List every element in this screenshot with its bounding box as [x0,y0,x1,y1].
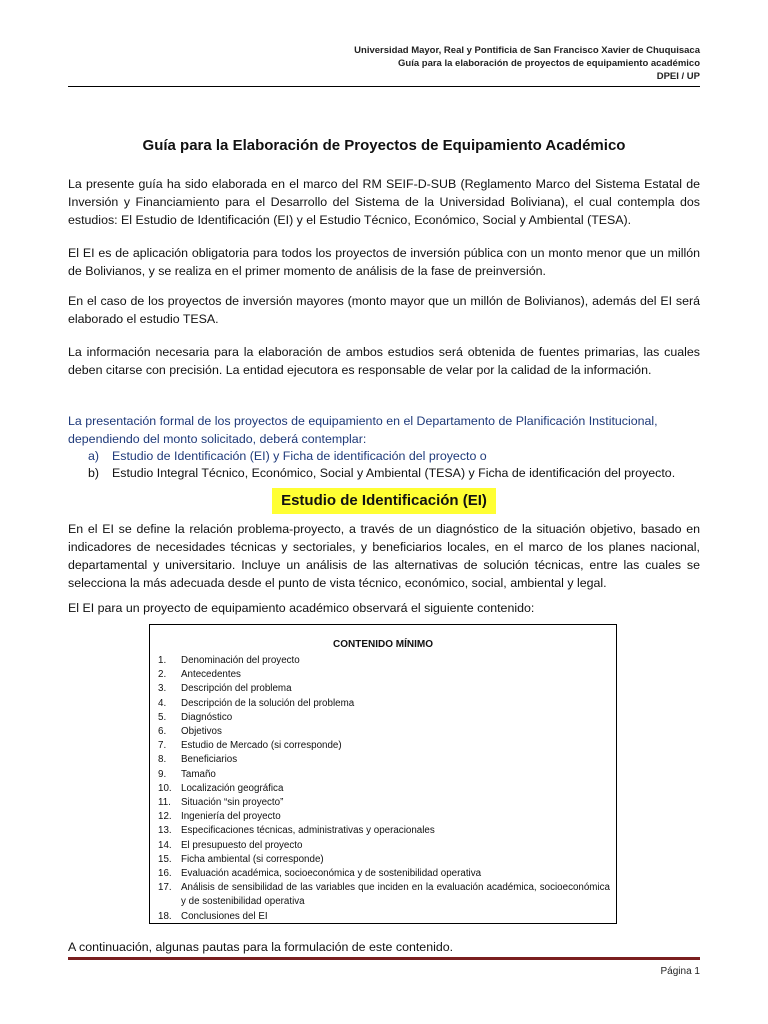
content-box [149,624,617,924]
content-box-title: CONTENIDO MÍNIMO [333,639,433,650]
list-text: Estudio de Identificación (EI) y Ficha de identificación del proyecto o [112,449,487,463]
list-item [158,711,610,725]
list-item [158,839,610,853]
item-number: 7. [158,740,167,752]
item-text: Descripción de la solución del problema [181,697,355,709]
item-number: 15. [158,853,172,865]
item-number: 3. [158,683,167,695]
item-number: 1. [158,655,167,666]
list-item [158,753,610,767]
header-university: Universidad Mayor, Real y Pontificia de San Francisco Xavier de Chuquisaca [354,45,700,56]
item-number: 2. [158,669,167,681]
header-department: DPEI / UP [656,71,700,82]
list-item [158,768,610,782]
item-text: Evaluación académica, socioeconómica y de sostenibilidad operativa [181,868,482,880]
item-text: Conclusiones del EI [181,910,268,922]
item-text: Diagnóstico [181,711,233,723]
footer-rule [68,957,700,960]
item-number: 9. [158,768,167,780]
item-number: 18. [158,910,172,922]
list-item [158,796,610,810]
item-text: Ficha ambiental (si corresponde) [181,853,324,865]
item-text: Antecedentes [181,669,241,681]
list-item [158,824,610,838]
item-text: Análisis de sensibilidad de las variables que inciden en la evaluación académica, socioeconómica y de sostenibilidad operativa [181,882,610,908]
section-paragraph: En el EI se define la relación problema-proyecto, a través de un diagnóstico de la situación objetivo, basado en indicadores de necesidades técnicas y sectoriales, y beneficiarios locales, en el marco de los planes nacional, departamental y universitario. Incluye un análisis de las alternativas de solución técnicas, entre las cuales se selecciona la más adecuada desde el punto de vista técnico, económico, social, ambiental y legal. [68,522,700,590]
section-title: Estudio de Identificación (EI) [272,488,496,514]
item-number: 5. [158,711,167,723]
presentation-paragraph: La presentación formal de los proyectos de equipamiento en el Departamento de Planificación Institucional, dependiendo del monto solicitado, deberá contemplar: [68,414,658,446]
list-item [158,810,610,824]
item-text: Beneficiarios [181,754,238,766]
page-header [60,44,700,83]
item-text: El presupuesto del proyecto [181,839,303,851]
list-item [158,725,610,739]
list-item [158,853,610,867]
page-number: Página 1 [660,966,700,977]
item-text: Ingeniería del proyecto [181,811,281,823]
item-number: 17. [158,882,172,894]
list-item [88,448,708,465]
list-item [88,465,708,482]
item-text: Descripción del problema [181,683,292,695]
list-item [158,668,610,682]
list-item [158,697,610,711]
item-number: 16. [158,868,172,880]
item-text: Objetivos [181,726,222,738]
list-item [158,881,610,909]
list-item [158,682,610,696]
header-rule [68,86,700,87]
item-text: Tamaño [181,768,216,780]
item-number: 10. [158,782,172,794]
presentation-list [88,448,708,482]
list-item [158,654,610,668]
item-number: 4. [158,697,167,709]
item-number: 11. [158,797,171,809]
item-text: Localización geográfica [181,782,284,794]
item-number: 8. [158,754,167,766]
information-paragraph: La información necesaria para la elaboración de ambos estudios será obtenida de fuentes primarias, las cuales deben citarse con precisión. La entidad ejecutora es responsable de velar por la calidad de la información. [68,345,700,377]
list-item [158,782,610,796]
list-item [158,739,610,753]
item-text: Especificaciones técnicas, administrativas y operacionales [181,825,435,837]
item-text: Estudio de Mercado (si corresponde) [181,740,342,752]
content-list [158,654,610,924]
item-text: Denominación del proyecto [181,655,300,666]
header-guide-name: Guía para la elaboración de proyectos de equipamiento académico [398,58,700,69]
item-text: Situación “sin proyecto” [181,797,284,809]
list-item [158,910,610,924]
item-number: 12. [158,811,172,823]
closing-sentence: A continuación, algunas pautas para la formulación de este contenido. [68,940,454,954]
item-number: 14. [158,839,172,851]
intro-paragraph: La presente guía ha sido elaborada en el marco del RM SEIF-D-SUB (Reglamento Marco del Sistema Estatal de Inversión y Financiamiento para el Desarrollo del Sistema de la Universidad Boliviana), el cual contempla dos estudios: El Estudio de Identificación (EI) y el Estudio Técnico, Económico, Social y Ambiental (TESA). [68,177,700,227]
item-number: 6. [158,726,167,738]
ei-paragraph: El EI es de aplicación obligatoria para todos los proyectos de inversión pública con un monto menor que un millón de Bolivianos, y se realiza en el primer momento de análisis de la fase de preinversión. [68,246,700,278]
item-number: 13. [158,825,172,837]
list-text: Estudio Integral Técnico, Económico, Social y Ambiental (TESA) y Ficha de identificación del proyecto. [112,466,676,480]
list-marker: a) [88,449,100,463]
content-intro: El EI para un proyecto de equipamiento académico observará el siguiente contenido: [68,601,535,615]
list-item [158,867,610,881]
tesa-paragraph: En el caso de los proyectos de inversión mayores (monto mayor que un millón de Bolivianos), además del EI será elaborado el estudio TESA. [68,294,700,326]
document-title: Guía para la Elaboración de Proyectos de Equipamiento Académico [142,137,626,154]
list-marker: b) [88,466,100,480]
